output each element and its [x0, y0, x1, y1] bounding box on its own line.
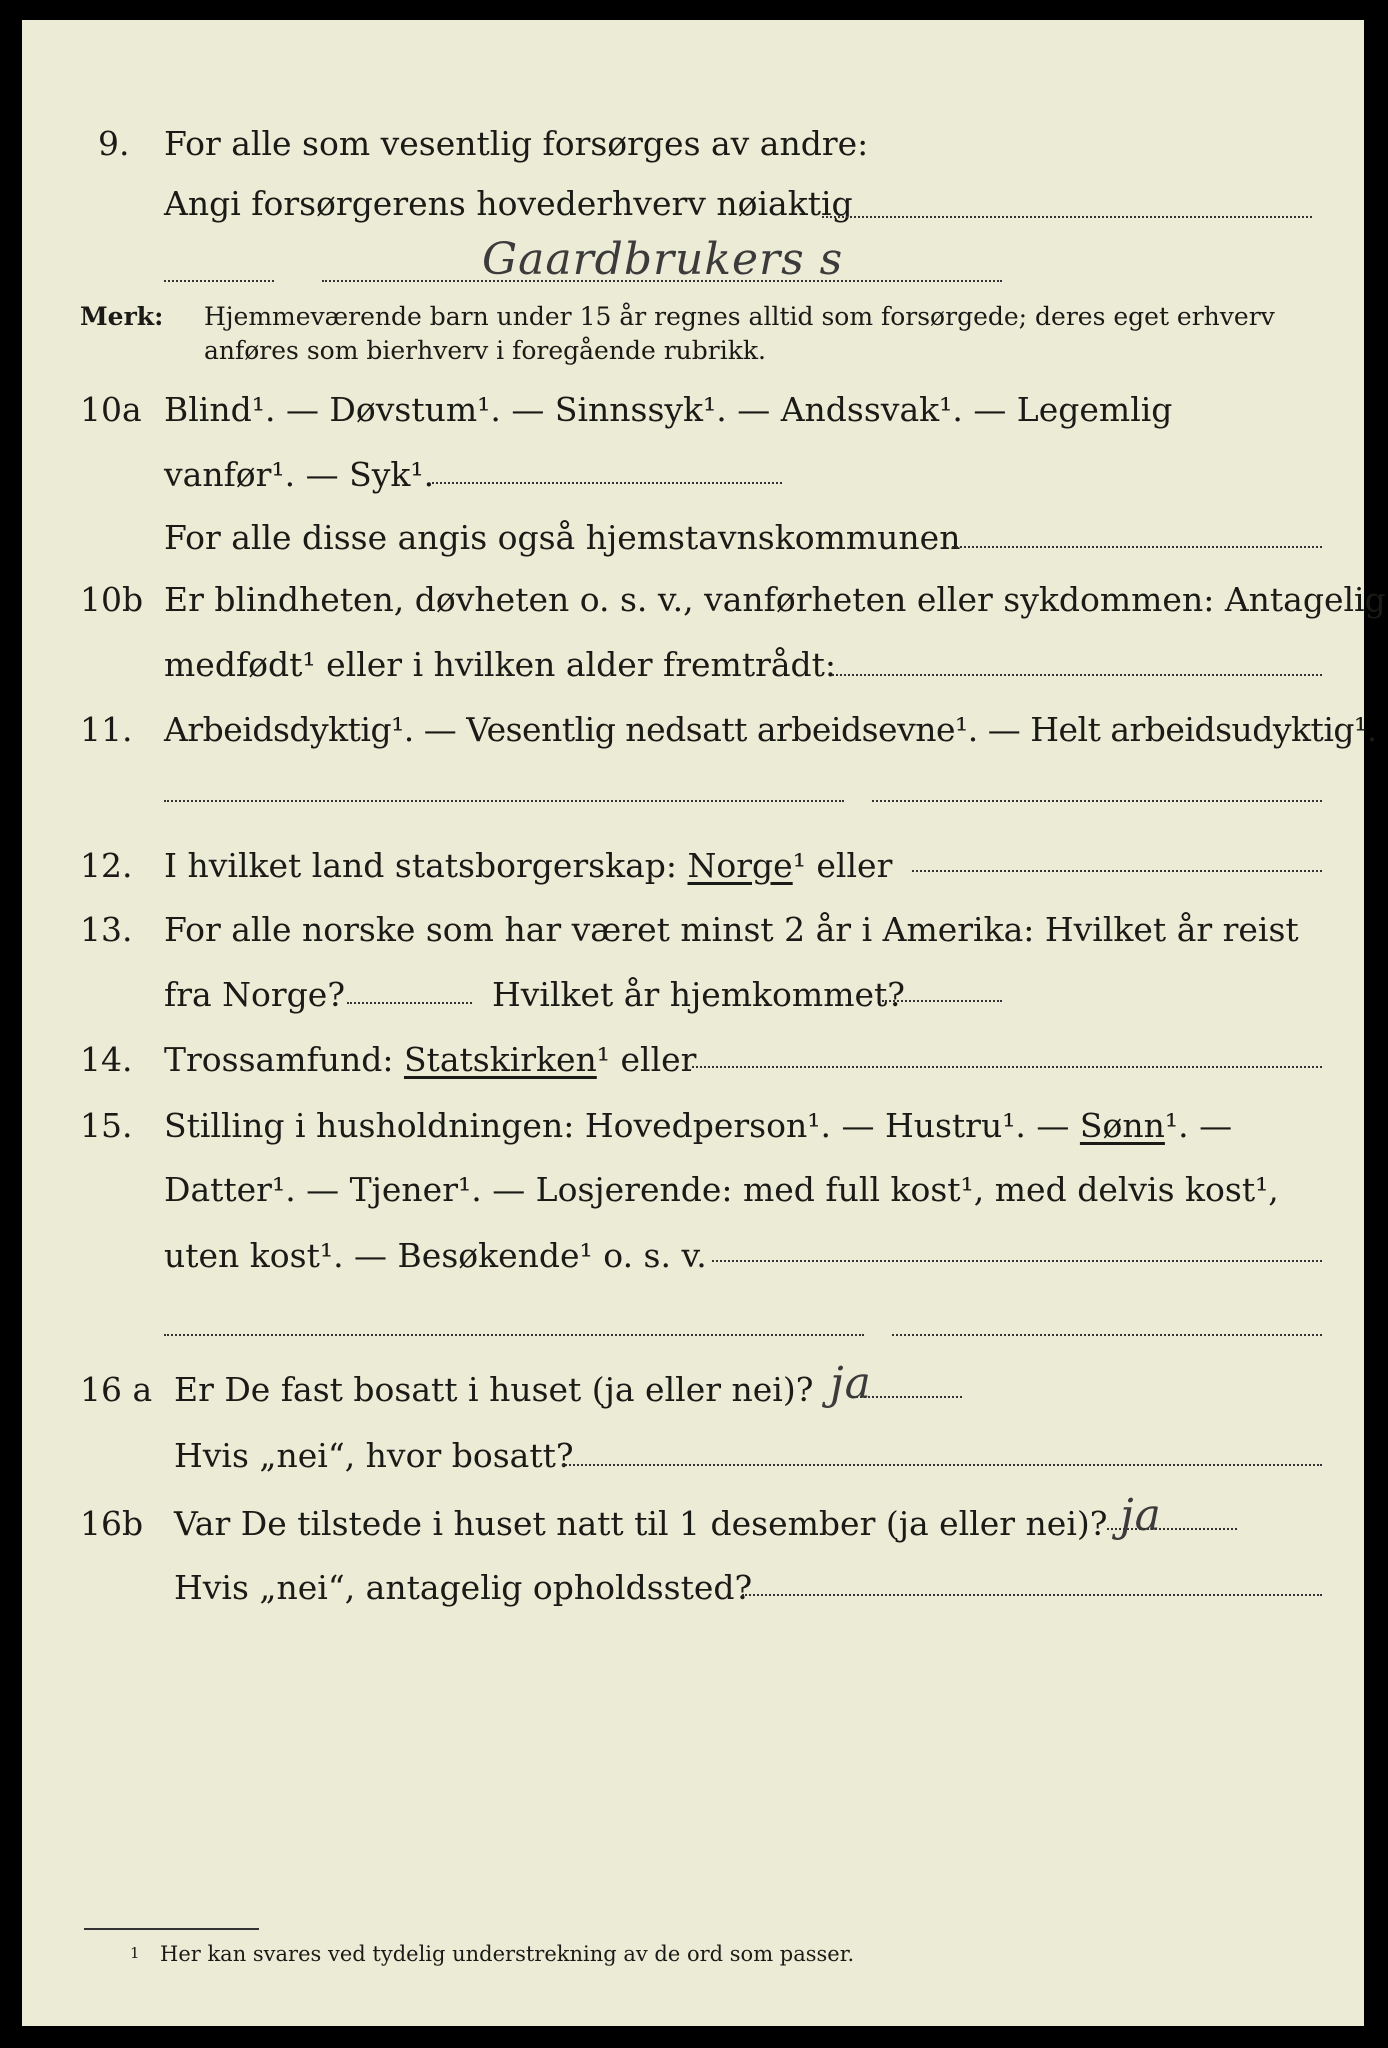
q12-number: 12. — [80, 846, 133, 885]
q16a-residence-dotline — [562, 1464, 1322, 1466]
q11-number: 11. — [80, 710, 133, 749]
q16a-dotline — [852, 1396, 962, 1398]
q14-number: 14. — [80, 1040, 133, 1079]
q16a-handwritten-answer: ja — [830, 1358, 872, 1409]
census-form-page — [22, 20, 1386, 2026]
q14-dotline — [692, 1066, 1322, 1068]
q15-line2: Datter¹. — Tjener¹. — Losjerende: med full kost¹, med delvis kost¹, — [164, 1170, 1279, 1209]
q10a-line3: For alle disse angis også hjemstavnskommunen — [164, 518, 961, 557]
q10b-line2: medfødt¹ eller i hvilken alder fremtrådt: — [164, 645, 837, 684]
q9-line2: Angi forsørgerens hovederhverv nøiaktig — [164, 184, 853, 223]
merk-line2: anføres som bierhverv i foregående rubrikk. — [204, 336, 766, 365]
q15-underlined-answer: Sønn — [1079, 1106, 1165, 1145]
q10a-line2: vanfør¹. — Syk¹. — [164, 455, 435, 494]
q16a-line2: Hvis „nei“, hvor bosatt? — [174, 1436, 574, 1475]
q10a-number: 10a — [80, 390, 142, 429]
q12-question: I hvilket land statsborgerskap: — [164, 846, 678, 885]
q12-underlined-answer: Norge — [687, 846, 793, 885]
q14-post: ¹ eller — [596, 1040, 697, 1079]
footnote-text: Her kan svares ved tydelig understrekning av de ord som passer. — [160, 1942, 855, 1966]
q13-year-returned-dotline — [882, 1000, 1002, 1002]
q14-question: Trossamfund: — [164, 1040, 394, 1079]
q13-line1: For alle norske som har været minst 2 år i Amerika: Hvilket år reist — [164, 910, 1299, 949]
q16b-line2: Hvis „nei“, antagelig opholdssted? — [174, 1568, 753, 1607]
merk-label: Merk: — [80, 302, 164, 331]
q10b-line1: Er blindheten, døvheten o. s. v., vanførheten eller sykdommen: Antagelig — [164, 580, 1386, 619]
q15-dotline-b — [164, 1334, 864, 1336]
q13-line2a: fra Norge? — [164, 975, 346, 1014]
q9-answer-dotline — [822, 216, 1312, 218]
q16a-line1: Er De fast bosatt i huset (ja eller nei)? — [174, 1370, 814, 1409]
q12-dotline — [912, 870, 1322, 872]
q15-number: 15. — [80, 1106, 133, 1145]
q10a-line1: Blind¹. — Døvstum¹. — Sinnssyk¹. — Andssvak¹. — Legemlig — [164, 390, 1173, 429]
q16b-number: 16b — [80, 1504, 144, 1543]
q15-dotline-c — [892, 1334, 1322, 1336]
q11-line1: Arbeidsdyktig¹. — Vesentlig nedsatt arbeidsevne¹. — Helt arbeidsudyktig¹. — [164, 710, 1377, 749]
q11-dotline-b — [872, 800, 1322, 802]
footnote-mark: 1 — [130, 1944, 140, 1962]
q16a-number: 16 a — [80, 1370, 153, 1409]
q9-dotline-b — [322, 280, 1002, 282]
q16b-handwritten-answer: ja — [1120, 1490, 1162, 1541]
footnote-rule — [84, 1928, 259, 1930]
q9-line1: For alle som vesentlig forsørges av andre: — [164, 124, 869, 163]
q10b-dotline — [832, 674, 1322, 676]
q14-line — [164, 1040, 696, 1079]
q10a-dotline — [432, 482, 782, 484]
q12-post: ¹ eller — [792, 846, 893, 885]
q15-line1-pre: Stilling i husholdningen: Hovedperson¹. — Hustru¹. — — [164, 1106, 1070, 1145]
q9-handwritten-answer: Gaardbrukers s — [482, 234, 844, 285]
q13-number: 13. — [80, 910, 133, 949]
q15-line1-post: ¹. — — [1164, 1106, 1233, 1145]
q10a-home-dotline — [952, 546, 1322, 548]
q16b-dotline — [1107, 1528, 1237, 1530]
q9-dotline-a — [164, 280, 274, 282]
q10b-number: 10b — [80, 580, 144, 619]
merk-line1: Hjemmeværende barn under 15 år regnes alltid som forsørgede; deres eget erhverv — [204, 302, 1275, 331]
q14-underlined-answer: Statskirken — [403, 1040, 597, 1079]
q15-dotline-a — [712, 1260, 1322, 1262]
q12-line — [164, 846, 892, 885]
q16b-line1: Var De tilstede i huset natt til 1 desember (ja eller nei)? — [174, 1504, 1108, 1543]
q13-year-left-dotline — [347, 1002, 472, 1004]
q15-line3: uten kost¹. — Besøkende¹ o. s. v. — [164, 1236, 707, 1275]
q16b-location-dotline — [742, 1594, 1322, 1596]
q15-line1 — [164, 1106, 1232, 1145]
q9-number: 9. — [98, 124, 130, 163]
q13-line2b: Hvilket år hjemkommet? — [492, 975, 905, 1014]
q11-dotline-a — [164, 800, 844, 802]
